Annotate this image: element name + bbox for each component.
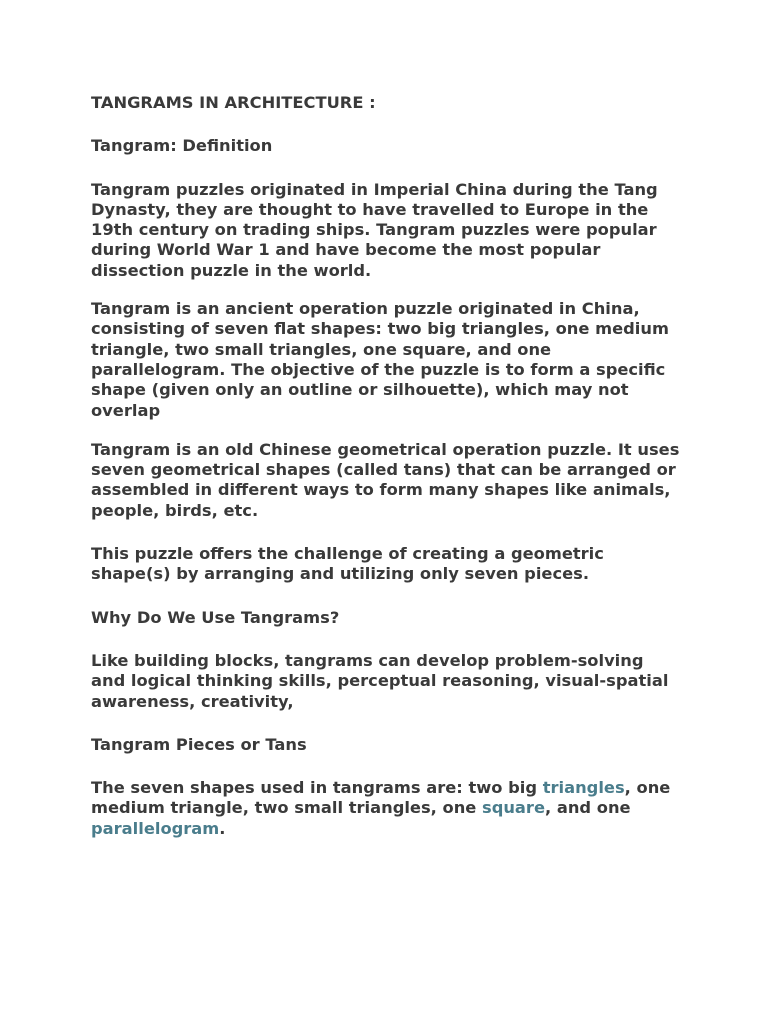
paragraph-challenge: This puzzle offers the challenge of creating a geometric shape(s) by arranging and utilizing only seven pieces. [91,544,604,584]
shapes-text-1: The seven shapes used in tangrams are: two big [91,778,543,798]
document-title: TANGRAMS IN ARCHITECTURE : [91,93,376,112]
heading-definition: Tangram: Definition [91,136,273,156]
link-triangles[interactable]: triangles [542,778,625,798]
shapes-text-3: , and one [545,798,631,818]
paragraph-origin: Tangram puzzles originated in Imperial China during the Tang Dynasty, they are thought to have travelled to Europe in the 19th century on trading ships. Tangram puzzles were popular during World War 1 and have become the most popular dissection puzzle in the world. [91,179,658,280]
shapes-text-4: . [219,818,226,838]
link-parallelogram[interactable]: parallelogram [91,818,220,838]
document-page [91,90,681,839]
paragraph-ancient-puzzle: Tangram is an ancient operation puzzle originated in China, consisting of seven flat shapes: two big triangles, one medium triangle, two small triangles, one square, and one parallelogram. The objective of the puzzle is to form a specific shape (given only an outline or silhouette), which may not overlap [91,299,669,420]
shapes-text-2: , one medium triangle, two small triangles, one [91,778,671,818]
heading-why-use-tangrams: Why Do We Use Tangrams? [91,607,340,627]
paragraph-building-blocks: Like building blocks, tangrams can develop problem-solving and logical thinking skills, perceptual reasoning, visual-spatial awareness, creativity, [91,650,669,711]
paragraph-seven-shapes [91,778,681,839]
paragraph-old-chinese-puzzle: Tangram is an old Chinese geometrical operation puzzle. It uses seven geometrical shapes (called tans) that can be arranged or assembled in different ways to form many shapes like animals, people, birds, etc. [91,439,680,520]
link-square[interactable]: square [482,798,545,818]
heading-tangram-pieces: Tangram Pieces or Tans [91,734,307,754]
